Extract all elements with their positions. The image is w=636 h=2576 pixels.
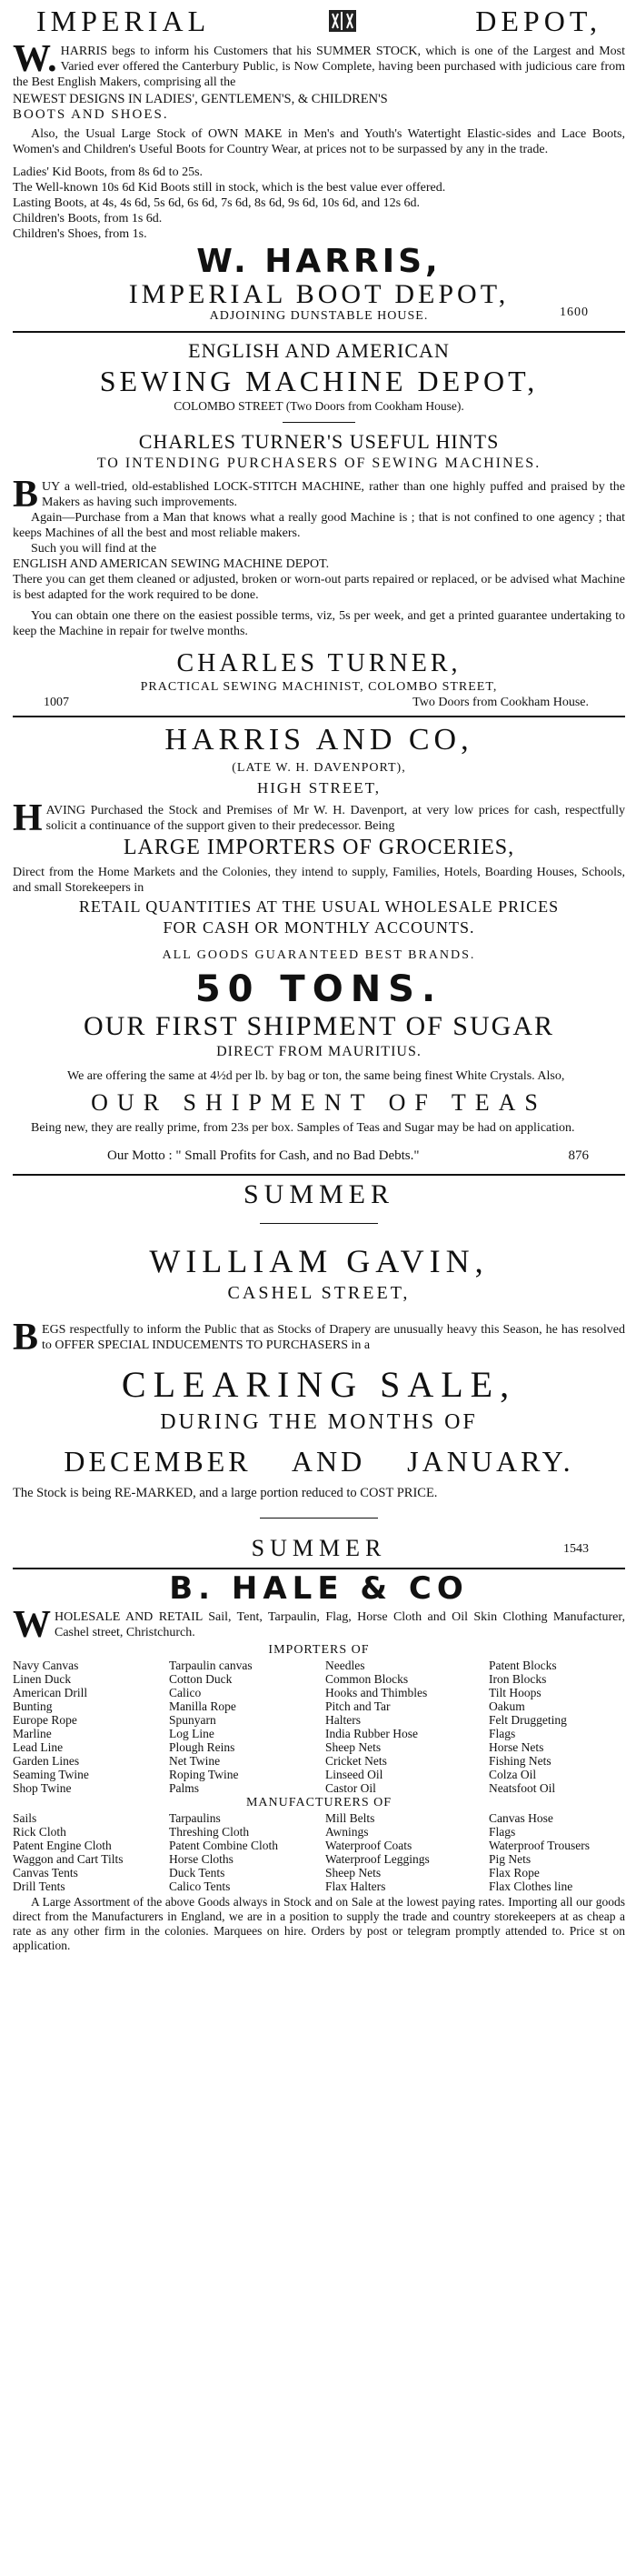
imperial-newest: NEWEST DESIGNS IN LADIES', GENTLEMEN'S, & CHILDREN'S — [13, 92, 388, 106]
list-item: Horse Cloths — [169, 1852, 234, 1866]
harris-offering: We are offering the same at 4½d per lb. by bag or ton, the same being finest White Crystals. Also, — [67, 1069, 565, 1083]
list-item: Waggon and Cart Tilts — [13, 1852, 124, 1866]
gavin-short-rule-2 — [260, 1518, 378, 1519]
list-item: Cotton Duck — [169, 1672, 233, 1686]
list-item: Halters — [325, 1713, 361, 1727]
gavin-months: DECEMBER AND JANUARY. — [64, 1445, 574, 1478]
imperial-ladies: Ladies' Kid Boots, from 8s 6d to 25s. — [13, 165, 204, 179]
harris-street: HIGH STREET, — [256, 779, 382, 797]
list-item: Patent Combine Cloth — [169, 1839, 278, 1852]
list-item: Sheep Nets — [325, 1740, 382, 1754]
sewing-p3: Such you will find at the — [31, 542, 157, 556]
rule-2 — [13, 716, 625, 717]
rule-1 — [13, 331, 625, 333]
list-item: Marline — [13, 1727, 52, 1740]
sewing-trade: PRACTICAL SEWING MACHINIST, COLOMBO STREET, — [140, 680, 498, 694]
harris-retail: RETAIL QUANTITIES AT THE USUAL WHOLESALE PRICES — [78, 897, 560, 916]
royal-crest-emblem-icon — [327, 6, 358, 35]
list-item: Navy Canvas — [13, 1659, 79, 1672]
list-item: Net Twine — [169, 1754, 221, 1768]
imperial-depot-ad — [13, 5, 625, 327]
harris-direct: DIRECT FROM MAURITIUS. — [216, 1044, 422, 1059]
list-item: Needles — [325, 1659, 365, 1672]
sewing-p5: There you can get them cleaned or adjusted, broken or worn-out parts repaired or replaced, or be advised what Machine is best adapted for the work required to be done. — [13, 573, 625, 602]
list-item: Patent Engine Cloth — [13, 1839, 112, 1852]
list-item: American Drill — [13, 1686, 88, 1699]
imperial-child-boots: Children's Boots, from 1s 6d. — [13, 212, 163, 226]
sewing-l4: CHARLES TURNER'S USEFUL HINTS — [138, 430, 500, 453]
list-item: Drill Tents — [13, 1879, 65, 1893]
harris-late: (LATE W. H. DAVENPORT), — [232, 761, 406, 775]
list-item: Shop Twine — [13, 1781, 72, 1795]
harris-shipment: OUR FIRST SHIPMENT OF SUGAR — [83, 1011, 554, 1041]
gavin-stock: The Stock is being RE-MARKED, and a large portion reduced to COST PRICE. — [13, 1486, 438, 1500]
list-item: Calico Tents — [169, 1879, 231, 1893]
list-item: Garden Lines — [13, 1754, 80, 1768]
sewing-machine-ad — [13, 338, 625, 714]
list-item: Colza Oil — [489, 1768, 537, 1781]
imperial-lasting: Lasting Boots, at 4s, 4s 6d, 5s 6d, 6s 6d, 7s 6d, 8s 6d, 9s 6d, 10s 6d, and 12s 6d. — [13, 196, 421, 210]
list-item: Manilla Rope — [169, 1699, 236, 1713]
hale-p1: WHOLESALE AND RETAIL Sail, Tent, Tarpaulin, Flag, Horse Cloth and Oil Skin Clothing Manufacturer, Cashel street, Christchurch. — [13, 1604, 625, 1646]
list-item: Waterproof Trousers — [489, 1839, 591, 1852]
imperial-header — [36, 5, 601, 36]
list-item: Flax Rope — [489, 1866, 540, 1879]
list-item: Sheep Nets — [325, 1866, 382, 1879]
harris-p2: Direct from the Home Markets and the Colonies, they intend to supply, Families, Hotels, Boarding Houses, Schools, and small Storekeepers in — [13, 866, 625, 895]
imperial-boots: BOOTS AND SHOES. — [13, 107, 169, 122]
list-item: Tarpaulin canvas — [169, 1659, 253, 1672]
imperial-intro: W.HARRIS begs to inform his Customers that his SUMMER STOCK, which is one of the Largest and Most Varied ever offered the Canterbury Public, is Now Complete, having been purchased with judicious care from the Best English Makers, comprising all the — [13, 38, 625, 89]
sewing-l1: ENGLISH AND AMERICAN — [188, 339, 450, 362]
sewing-doors: Two Doors from Cookham House. — [412, 696, 589, 709]
gavin-name: WILLIAM GAVIN, — [149, 1243, 489, 1279]
sewing-p1: BUY a well-tried, old-established LOCK-STITCH MACHINE, rather than one highly puffed and praised by the Makers as having such improvements. — [13, 474, 625, 516]
list-item: Rick Cloth — [13, 1825, 66, 1839]
harris-guaranteed: ALL GOODS GUARANTEED BEST BRANDS. — [162, 948, 476, 962]
harris-title: HARRIS AND CO, — [164, 723, 473, 757]
list-item: Castor Oil — [325, 1781, 376, 1795]
sewing-p6: You can obtain one there on the easiest possible terms, viz, 5s per week, and get a printed guarantee undertaking to keep the Machine in repair for twelve months. — [13, 609, 625, 638]
list-item: Lead Line — [13, 1740, 64, 1754]
imperial-title-left: IMPERIAL — [36, 4, 211, 37]
list-item: Tilt Hoops — [489, 1686, 542, 1699]
sewing-p2: Again—Purchase from a Man that knows what a really good Machine is ; that is not confined to one agency ; that keeps Machines of all the best and most reliable makers. — [13, 511, 625, 540]
list-item: Pitch and Tar — [325, 1699, 391, 1713]
list-item: Horse Nets — [489, 1740, 544, 1754]
list-item: Bunting — [13, 1699, 53, 1713]
gavin-street: CASHEL STREET, — [227, 1283, 411, 1303]
list-item: Mill Belts — [325, 1811, 375, 1825]
list-item: Linen Duck — [13, 1672, 72, 1686]
list-item: Common Blocks — [325, 1672, 409, 1686]
importers-list — [13, 1659, 625, 1795]
sewing-name: CHARLES TURNER, — [176, 649, 462, 677]
harris-co-ad — [13, 721, 625, 1174]
gavin-summer: SUMMER — [243, 1179, 395, 1209]
manufacturers-list — [13, 1811, 625, 1893]
list-item: Tarpaulins — [169, 1811, 221, 1825]
sewing-l5: TO INTENDING PURCHASERS OF SEWING MACHINES. — [96, 456, 542, 471]
imperial-title-right: DEPOT, — [475, 4, 601, 37]
list-item: Cricket Nets — [325, 1754, 387, 1768]
gavin-summer-2: SUMMER — [251, 1535, 387, 1561]
list-item: Threshing Cloth — [169, 1825, 250, 1839]
list-item: Calico — [169, 1686, 202, 1699]
list-item: Neatsfoot Oil — [489, 1781, 556, 1795]
list-item: Sails — [13, 1811, 37, 1825]
imperial-name: W. HARRIS, — [196, 243, 442, 280]
list-item: Seaming Twine — [13, 1768, 89, 1781]
imperial-ad-number: 1600 — [560, 306, 589, 319]
list-item: Oakum — [489, 1699, 525, 1713]
list-item: Iron Blocks — [489, 1672, 547, 1686]
harris-motto: Our Motto : " Small Profits for Cash, and no Bad Debts." — [107, 1148, 420, 1163]
imperial-child-shoes: Children's Shoes, from 1s. — [13, 227, 147, 241]
list-item: Pig Nets — [489, 1852, 532, 1866]
list-item: Hooks and Thimbles — [325, 1686, 428, 1699]
gavin-ad-number: 1543 — [563, 1542, 589, 1556]
sewing-p4: ENGLISH AND AMERICAN SEWING MACHINE DEPOT. — [13, 557, 330, 571]
sewing-bottom-row — [13, 696, 625, 714]
list-item: Canvas Hose — [489, 1811, 553, 1825]
sewing-ad-number: 1007 — [44, 696, 69, 709]
list-item: Flags — [489, 1825, 516, 1839]
harris-p1: HAVING Purchased the Stock and Premises of Mr W. H. Davenport, at very low prices for cash, respectfully solicit a continuance of the support given to their predecessor. Being — [13, 797, 625, 839]
gavin-ad — [13, 1176, 625, 1564]
list-item: Fishing Nets — [489, 1754, 552, 1768]
gavin-during: DURING THE MONTHS OF — [160, 1410, 478, 1434]
list-item: India Rubber Hose — [325, 1727, 418, 1740]
list-item: Linseed Oil — [325, 1768, 383, 1781]
list-item: Plough Reins — [169, 1740, 235, 1754]
harris-tons: 50 TONS. — [194, 968, 443, 1010]
sewing-l3: COLOMBO STREET (Two Doors from Cookham House). — [174, 399, 464, 413]
list-item: Waterproof Leggings — [325, 1852, 430, 1866]
short-rule — [283, 422, 355, 423]
list-item: Flax Halters — [325, 1879, 386, 1893]
list-item: Palms — [169, 1781, 200, 1795]
list-item: Awnings — [325, 1825, 369, 1839]
hale-importers-head: IMPORTERS OF — [268, 1643, 370, 1657]
harris-beingnew: Being new, they are really prime, from 23s per box. Samples of Teas and Sugar may be had on application. — [31, 1121, 575, 1135]
list-item: Flags — [489, 1727, 516, 1740]
harris-cash: FOR CASH OR MONTHLY ACCOUNTS. — [163, 918, 475, 937]
gavin-bottom-row — [13, 1533, 625, 1564]
list-item: Log Line — [169, 1727, 214, 1740]
imperial-also: Also, the Usual Large Stock of OWN MAKE in Men's and Youth's Watertight Elastic-sides and Lace Boots, Women's and Children's Useful Boots for Country Wear, at prices not to be surpassed by any in the trade. — [13, 127, 625, 156]
harris-importers: LARGE IMPORTERS OF GROCERIES, — [123, 836, 515, 859]
list-item: Waterproof Coats — [325, 1839, 412, 1852]
list-item: Flax Clothes line — [489, 1879, 573, 1893]
list-item: Europe Rope — [13, 1713, 77, 1727]
list-item: Felt Druggeting — [489, 1713, 567, 1727]
gavin-p1: BEGS respectfully to inform the Public that as Stocks of Drapery are unusually heavy this Season, he has resolved to OFFER SPECIAL INDUCEMENTS TO PURCHASERS in a — [13, 1317, 625, 1358]
list-item: Patent Blocks — [489, 1659, 557, 1672]
list-item: Roping Twine — [169, 1768, 239, 1781]
hale-p2: A Large Assortment of the above Goods always in Stock and on Sale at the lowest paying rates. Importing all our goods direct from the Manufacturers in England, we are in a position to supply the trade and country storekeepers at as cheap a rate as any other firm in the colonies. Marquees on hire. Orders by post or telegram promptly attended to. Price st on application. — [13, 1895, 625, 1952]
harris-motto-row — [13, 1143, 625, 1174]
hale-title: B. HALE & CO — [169, 1570, 469, 1607]
gavin-clearing: CLEARING SALE, — [121, 1364, 517, 1405]
gavin-short-rule — [260, 1223, 378, 1224]
harris-teas: OUR SHIPMENT OF TEAS — [91, 1089, 547, 1116]
imperial-adjoining-row — [13, 306, 625, 327]
list-item: Canvas Tents — [13, 1866, 78, 1879]
hale-ad — [13, 1569, 625, 1953]
imperial-wellknown: The Well-known 10s 6d Kid Boots still in stock, which is the best value ever offered. — [13, 181, 446, 195]
harris-ad-number: 876 — [568, 1148, 589, 1163]
hale-manufacturers-head: MANUFACTURERS OF — [245, 1796, 393, 1809]
list-item: Spunyarn — [169, 1713, 216, 1727]
imperial-adjoining: ADJOINING DUNSTABLE HOUSE. — [209, 309, 429, 323]
sewing-l2: SEWING MACHINE DEPOT, — [99, 365, 539, 397]
list-item: Duck Tents — [169, 1866, 225, 1879]
imperial-depot-name: IMPERIAL BOOT DEPOT, — [128, 279, 510, 309]
